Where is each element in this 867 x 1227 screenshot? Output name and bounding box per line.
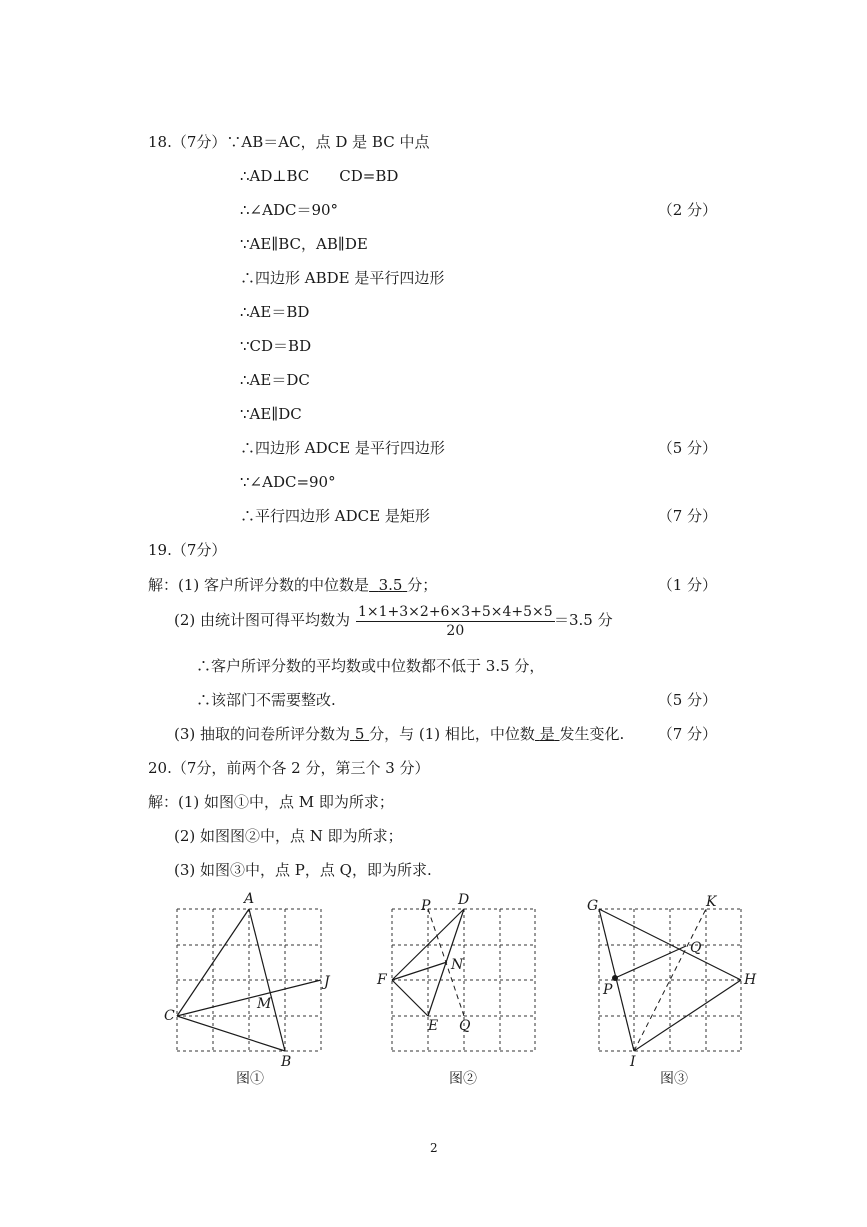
q18-step-3: ∵AE∥BC，AB∥DE	[240, 235, 368, 253]
q18-header: 18.（7分）∵AB＝AC，点 D 是 BC 中点	[148, 133, 430, 151]
q19-part3-prefix: (3) 抽取的问卷所评分数为	[174, 725, 351, 743]
mean-denominator: 20	[446, 623, 465, 639]
q19-score-3: （7 分）	[657, 725, 717, 743]
q19-part3-value: 5	[354, 725, 365, 743]
q18-step-5: ∴AE＝BD	[240, 303, 310, 321]
q19-score-1: （1 分）	[657, 576, 717, 594]
fig2-label-E: E	[428, 1018, 439, 1034]
fig1-label-M: M	[257, 996, 272, 1012]
q19-score-2: （5 分）	[657, 691, 717, 709]
mean-numerator: 1×1+3×2+6×3+5×4+5×5	[358, 604, 553, 620]
fig1-label-J: J	[324, 974, 330, 990]
fig3-label-I: I	[630, 1054, 636, 1070]
q18-step-11: ∴平行四边形 ADCE 是矩形	[240, 507, 430, 525]
q19-part3-suffix: 发生变化.	[559, 725, 625, 743]
q20-part3: (3) 如图③中，点 P，点 Q，即为所求.	[174, 861, 432, 879]
fig3-label-G: G	[587, 898, 599, 914]
q18-step-1: ∴AD⊥BC CD=BD	[240, 167, 399, 185]
fig3-label-K: K	[706, 894, 717, 910]
fig3-label-Q: Q	[690, 940, 702, 956]
fig1-caption: 图①	[236, 1071, 264, 1087]
q19-part1-value: 3.5	[378, 576, 403, 594]
q19-part2-prefix: (2) 由统计图可得平均数为	[174, 611, 351, 629]
q19-part2-line3: ∴该部门不需要整改.	[196, 691, 336, 709]
q18-score-1: （2 分）	[657, 201, 717, 219]
q18-step-9: ∴四边形 ADCE 是平行四边形	[240, 439, 445, 457]
fig3-caption: 图③	[660, 1071, 688, 1087]
fig2-label-P: P	[421, 898, 431, 914]
fig2-label-N: N	[451, 957, 464, 973]
q18-score-3: （7 分）	[657, 507, 717, 525]
q19-part1-prefix: 解：(1) 客户所评分数的中位数是	[148, 576, 370, 594]
fig2-label-D: D	[458, 892, 470, 908]
fig2-label-F: F	[377, 972, 387, 988]
q19-part2-line2: ∴客户所评分数的平均数或中位数都不低于 3.5 分，	[196, 657, 545, 675]
q19-header: 19.（7分）	[148, 541, 227, 559]
q20-header: 20.（7分，前两个各 2 分，第三个 3 分）	[148, 759, 430, 777]
fig3-label-P: P	[603, 982, 613, 998]
fig2-label-Q: Q	[459, 1018, 471, 1034]
q18-step-6: ∵CD＝BD	[240, 337, 312, 355]
q18-step-7: ∴AE＝DC	[240, 371, 310, 389]
q19-part3-value2: 是	[539, 725, 555, 743]
page-number: 2	[430, 1141, 438, 1155]
figure-1-grid	[177, 909, 321, 1051]
fig1-label-A: A	[244, 891, 255, 907]
q19-part2-result: ＝3.5 分	[554, 611, 613, 629]
figure-3-grid	[599, 909, 741, 1051]
q18-step-4: ∴四边形 ABDE 是平行四边形	[240, 269, 445, 287]
q18-step-10: ∵∠ADC=90°	[240, 473, 336, 491]
fig3-point-P	[612, 975, 618, 981]
q18-step-2: ∴∠ADC＝90°	[240, 201, 339, 219]
q19-part3-middle: 分，与 (1) 相比，中位数	[369, 725, 535, 743]
q18-score-2: （5 分）	[657, 439, 717, 457]
fig1-label-B: B	[281, 1054, 292, 1070]
q20-part1: 解：(1) 如图①中，点 M 即为所求；	[148, 793, 394, 811]
q20-part2: (2) 如图图②中，点 N 即为所求；	[174, 827, 403, 845]
q19-part1-suffix: 分；	[407, 576, 438, 594]
fig3-label-H: H	[744, 972, 757, 988]
q18-step-8: ∵AE∥DC	[240, 405, 302, 423]
fig2-caption: 图②	[449, 1071, 477, 1087]
fig1-label-C: C	[164, 1008, 175, 1024]
